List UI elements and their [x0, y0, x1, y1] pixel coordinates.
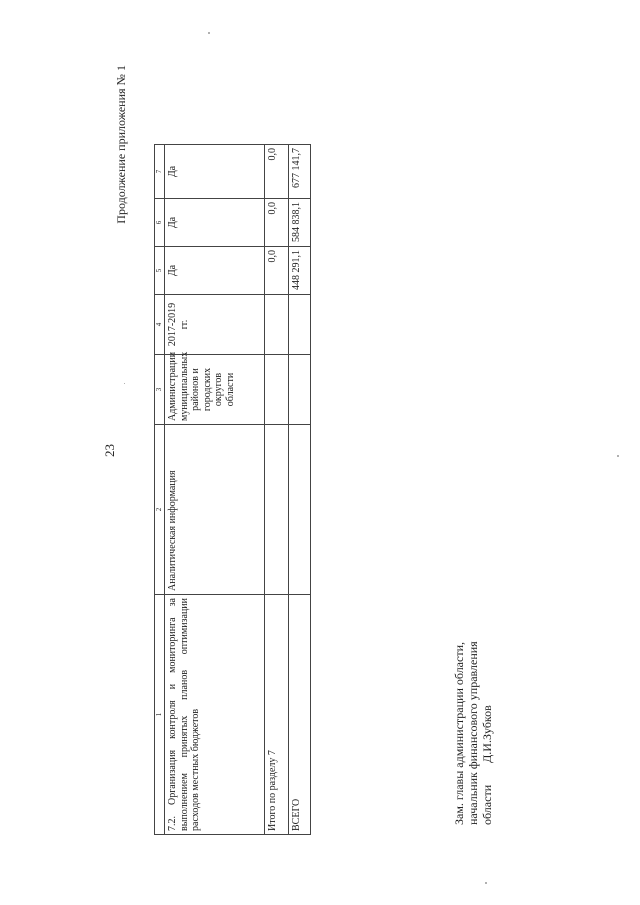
- value-cell: 448 291,1: [289, 247, 311, 295]
- value-cell: Да: [165, 199, 265, 247]
- column-number: 3: [155, 355, 165, 425]
- value-cell: 0,0: [265, 247, 289, 295]
- scan-speck: [485, 882, 487, 884]
- signature-line-with-name: [481, 641, 495, 825]
- page-number: 23: [102, 444, 117, 457]
- rotated-page: [40, 25, 600, 865]
- column-number: 7: [155, 145, 165, 199]
- scan-speck: [208, 32, 210, 34]
- total-label: ВСЕГО: [289, 595, 311, 835]
- subtotal-label: Итого по разделу 7: [265, 595, 289, 835]
- signature-block: [453, 641, 494, 825]
- value-cell: Да: [165, 145, 265, 199]
- report-table: [154, 144, 311, 835]
- column-number: 4: [155, 295, 165, 355]
- signature-line: начальник финансового управления: [465, 641, 480, 825]
- column-number: 5: [155, 247, 165, 295]
- signatory-name: Д.И.Зубков: [479, 705, 494, 763]
- scan-speck: [617, 455, 619, 457]
- value-cell: 677 141,7: [289, 145, 311, 199]
- column-number-row: [155, 145, 165, 835]
- measure-cell: 7.2. Организация контроля и мониторинга за выполнением принятых планов оптимизации расходов местных бюджетов: [165, 595, 265, 835]
- continuation-note: Продолжение приложения № 1: [114, 65, 128, 224]
- result-cell: Аналитическая информация: [165, 425, 265, 595]
- value-cell: 584 838,1: [289, 199, 311, 247]
- column-number: 6: [155, 199, 165, 247]
- column-number: 1: [155, 595, 165, 835]
- signature-line: Зам. главы администрации области,: [452, 642, 466, 825]
- column-number: 2: [155, 425, 165, 595]
- value-cell: Да: [165, 247, 265, 295]
- signature-line: области: [479, 784, 494, 825]
- value-cell: 0,0: [265, 145, 289, 199]
- table-row: [265, 145, 289, 835]
- table-row: [165, 145, 265, 835]
- executor-cell: Администрации муниципальных районов и городских округов области: [165, 355, 265, 425]
- period-cell: 2017-2019 гг.: [165, 295, 265, 355]
- value-cell: 0,0: [265, 199, 289, 247]
- scan-speck: [124, 383, 125, 384]
- table-row: [289, 145, 311, 835]
